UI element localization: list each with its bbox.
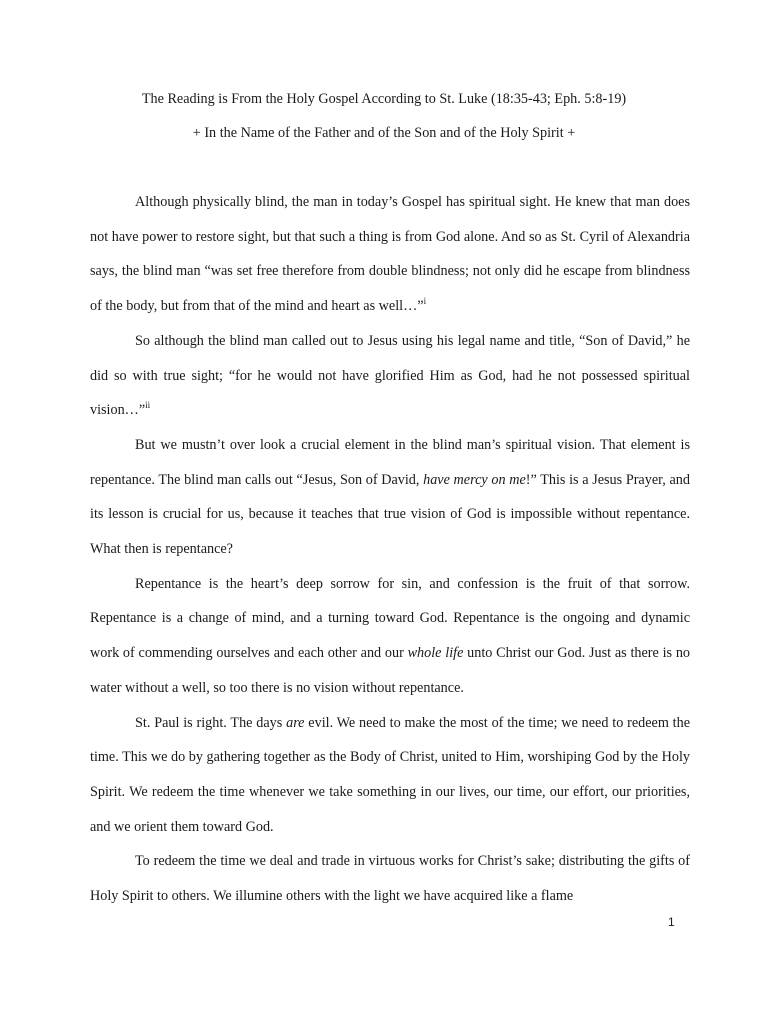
paragraph-5-text-a: St. Paul is right. The days <box>135 714 287 731</box>
paragraph-2 <box>90 324 690 428</box>
endnote-marker-i: i <box>423 296 427 307</box>
paragraph-3-emphasis: have mercy on me <box>423 471 526 488</box>
endnote-marker-ii: ii <box>145 400 151 411</box>
invocation-line: + In the Name of the Father and of the Son and of the Holy Spirit + <box>192 125 576 141</box>
sermon-body <box>90 185 690 914</box>
paragraph-6 <box>90 844 690 913</box>
paragraph-4-text-a: Repentance is the heart’s deep sorrow for sin, and confession is the fruit of that sorrow. Repentance is a change of mind, and a turning toward God. Repentance is the ongoing and dynamic work of commending ourselves and each other and our <box>90 575 690 662</box>
paragraph-4-text-b: unto Christ our God. Just as there is no water without a well, so too there is no vision without repentance. <box>90 645 691 696</box>
paragraph-2-text: So although the blind man called out to Jesus using his legal name and title, “Son of David,” he did so with true sight; “for he would not have glorified Him as God, had he not possessed spiritual vision…” <box>90 332 690 419</box>
paragraph-3-text-b: !” This is a Jesus Prayer, and its lesson is crucial for us, because it teaches that true vision of God is impossible without repentance. What then is repentance? <box>90 471 690 558</box>
paragraph-4-emphasis: whole life <box>407 645 464 662</box>
page-number: 1 <box>668 915 675 929</box>
paragraph-1 <box>90 185 690 324</box>
paragraph-1-text: Although physically blind, the man in today’s Gospel has spiritual sight. He knew that man does not have power to restore sight, but that such a thing is from God alone. And so as St. Cyril of Alexandria says, the blind man “was set free therefore from double blindness; not only did he escape from blindness of the body, but from that of the mind and heart as well…” <box>90 194 690 315</box>
paragraph-6-text: To redeem the time we deal and trade in virtuous works for Christ’s sake; distributing the gifts of Holy Spirit to others. We illumine others with the light we have acquired like a flame <box>90 853 690 905</box>
paragraph-4 <box>90 567 690 706</box>
paragraph-3-text-a: But we mustn’t over look a crucial element in the blind man’s spiritual vision. That element is repentance. The blind man calls out “Jesus, Son of David, <box>90 436 690 488</box>
paragraph-5-text-b: evil. We need to make the most of the time; we need to redeem the time. This we do by gathering together as the Body of Christ, united to Him, worshiping God by the Holy Spirit. We redeem the time whenever we take something in our lives, our time, our effort, our priorities, and we orient them toward God. <box>90 714 690 835</box>
paragraph-5-emphasis: are <box>286 714 305 731</box>
reading-title: The Reading is From the Holy Gospel According to St. Luke (18:35-43; Eph. 5:8-19) <box>141 91 627 107</box>
paragraph-5 <box>90 706 690 845</box>
paragraph-3 <box>90 428 690 567</box>
